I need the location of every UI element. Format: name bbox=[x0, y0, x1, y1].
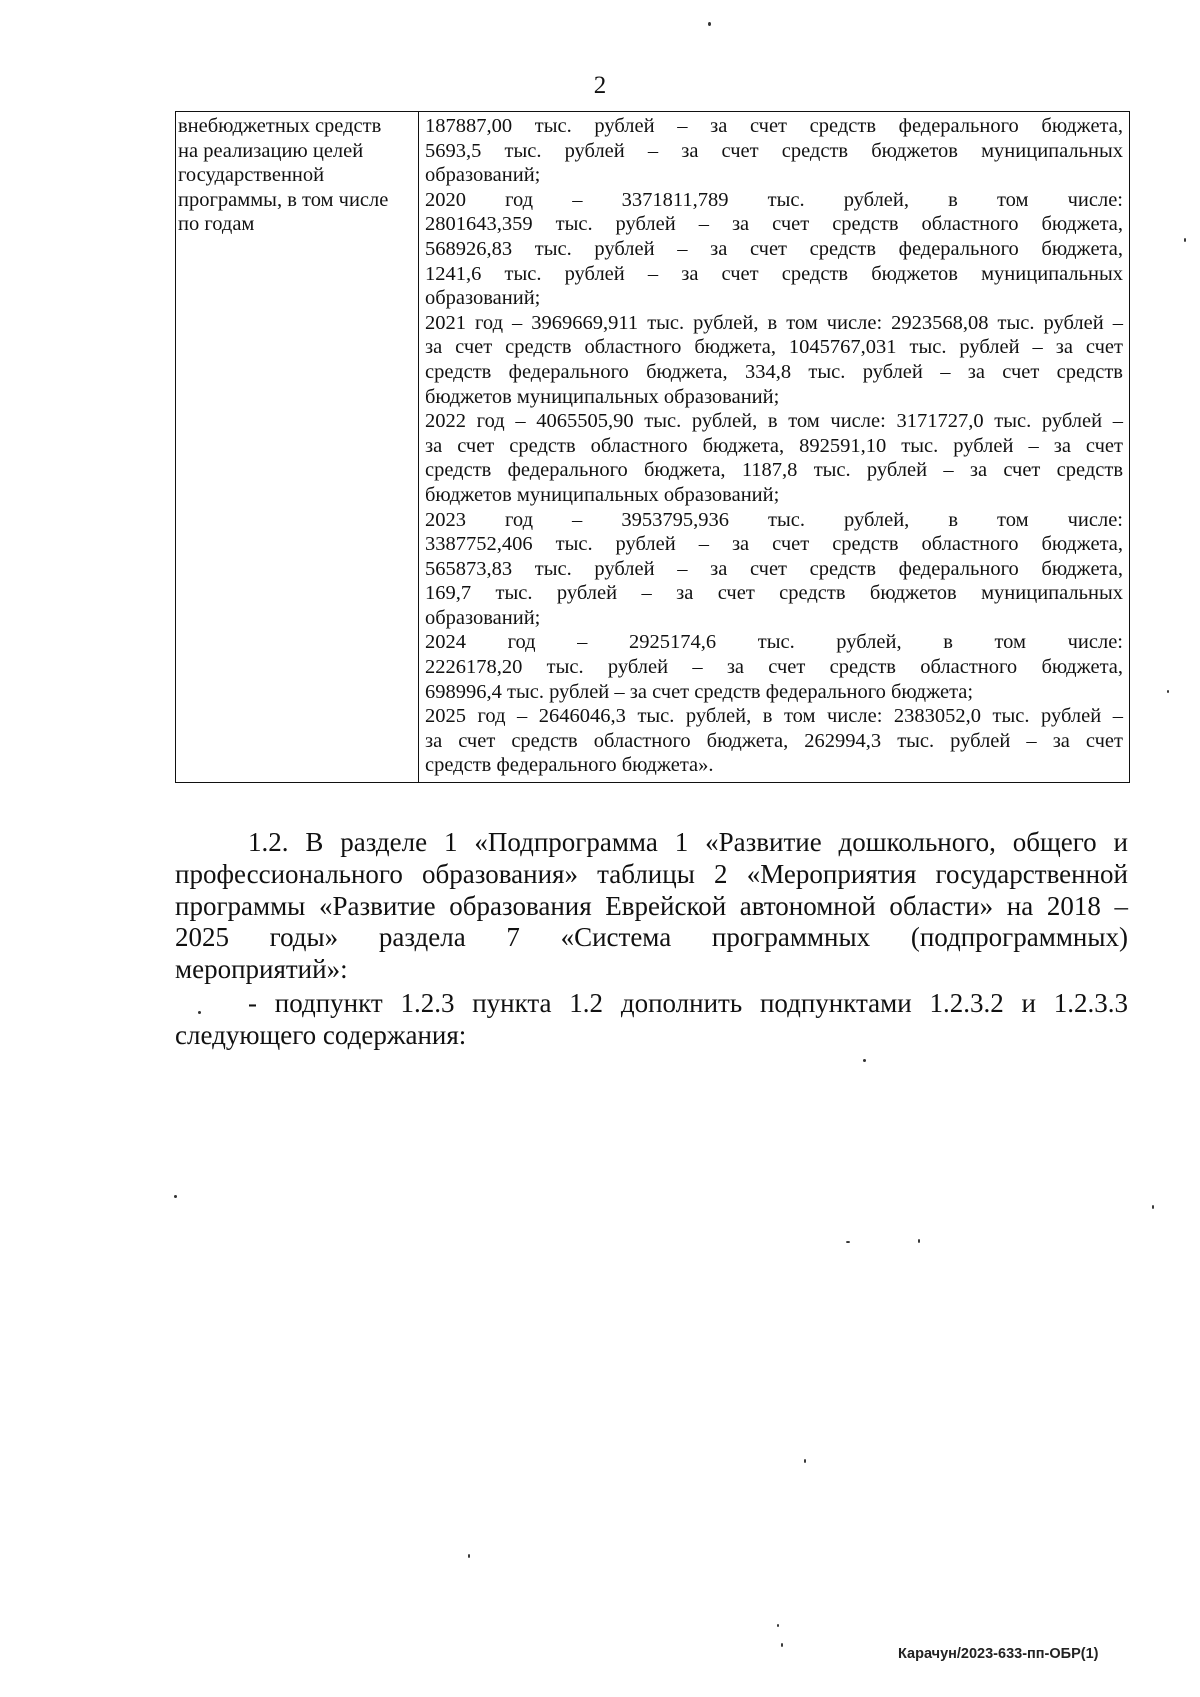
value-line: 2022 год – 4065505,90 тыс. рублей, в том числе: 3171727,0 тыс. рублей – bbox=[425, 410, 1123, 433]
value-line: бюджетов муниципальных образований; bbox=[425, 483, 780, 506]
value-line: 2025 год – 2646046,3 тыс. рублей, в том числе: 2383052,0 тыс. рублей – bbox=[425, 705, 1123, 728]
paragraph-line: мероприятий»: bbox=[175, 954, 348, 985]
value-line: средств федерального бюджета, 334,8 тыс. рублей – за счет средств bbox=[425, 360, 1123, 383]
document-code: Карачун/2023-633-пп-ОБР(1) bbox=[898, 1646, 1099, 1662]
value-line: 2020 год – 3371811,789 тыс. рублей, в том числе: bbox=[425, 188, 1123, 211]
scan-speck bbox=[1184, 238, 1186, 242]
label-line: программы, в том числе bbox=[178, 188, 389, 211]
value-line: 1241,6 тыс. рублей – за счет средств бюджетов муниципальных bbox=[425, 262, 1123, 285]
value-line: образований; bbox=[425, 164, 541, 187]
value-line: 2024 год – 2925174,6 тыс. рублей, в том числе: bbox=[425, 631, 1123, 654]
paragraph-line: программы «Развитие образования Еврейской автономной области» на 2018 – bbox=[175, 890, 1128, 921]
label-line: по годам bbox=[178, 213, 255, 236]
value-line: 5693,5 тыс. рублей – за счет средств бюджетов муниципальных bbox=[425, 139, 1123, 162]
scan-speck bbox=[863, 1059, 866, 1062]
value-line: 2226178,20 тыс. рублей – за счет средств областного бюджета, bbox=[425, 656, 1123, 679]
scan-speck bbox=[1167, 690, 1169, 693]
paragraph-line: следующего содержания: bbox=[175, 1019, 467, 1050]
value-line: образований; bbox=[425, 606, 541, 629]
scan-speck bbox=[708, 22, 711, 26]
label-line: государственной bbox=[178, 164, 325, 187]
value-line: 565873,83 тыс. рублей – за счет средств федерального бюджета, bbox=[425, 557, 1123, 580]
value-line: 568926,83 тыс. рублей – за счет средств федерального бюджета, bbox=[425, 237, 1123, 260]
table-row bbox=[176, 112, 1130, 783]
value-line: за счет средств областного бюджета, 892591,10 тыс. рублей – за счет bbox=[425, 434, 1123, 457]
scan-speck bbox=[918, 1239, 920, 1243]
value-line: 698996,4 тыс. рублей – за счет средств федерального бюджета; bbox=[425, 680, 974, 703]
value-line: средств федерального бюджета, 1187,8 тыс. рублей – за счет средств bbox=[425, 459, 1123, 482]
value-line: образований; bbox=[425, 287, 541, 310]
label-line: на реализацию целей bbox=[178, 139, 364, 162]
scan-speck bbox=[777, 1624, 779, 1627]
scan-speck bbox=[468, 1554, 470, 1558]
paragraph-line: профессионального образования» таблицы 2 «Мероприятия государственной bbox=[175, 858, 1128, 889]
scan-speck bbox=[781, 1643, 783, 1647]
scan-speck bbox=[846, 1241, 850, 1243]
scan-speck bbox=[804, 1459, 806, 1463]
value-line: 2801643,359 тыс. рублей – за счет средств областного бюджета, bbox=[425, 213, 1123, 236]
paragraph-section-1-2 bbox=[175, 827, 1128, 986]
table-cell-values bbox=[419, 112, 1130, 783]
scan-speck bbox=[1152, 1205, 1154, 1209]
label-line: внебюджетных средств bbox=[178, 115, 382, 137]
table-cell-label bbox=[176, 112, 419, 783]
scan-speck bbox=[174, 1195, 177, 1198]
paragraph-line: 2025 годы» раздела 7 «Система программных (подпрограммных) bbox=[175, 922, 1128, 953]
paragraph-line: - подпункт 1.2.3 пункта 1.2 дополнить подпунктами 1.2.3.2 и 1.2.3.3 bbox=[248, 988, 1128, 1018]
value-line: 2021 год – 3969669,911 тыс. рублей, в том числе: 2923568,08 тыс. рублей – bbox=[425, 311, 1123, 334]
value-line: 187887,00 тыс. рублей – за счет средств федерального бюджета, bbox=[425, 115, 1123, 137]
value-line: 169,7 тыс. рублей – за счет средств бюджетов муниципальных bbox=[425, 582, 1123, 605]
paragraph-line: 1.2. В разделе 1 «Подпрограмма 1 «Развитие дошкольного, общего и bbox=[248, 827, 1128, 857]
value-line: за счет средств областного бюджета, 262994,3 тыс. рублей – за счет bbox=[425, 729, 1123, 752]
paragraph-subpoint bbox=[175, 988, 1128, 1052]
value-line: средств федерального бюджета». bbox=[425, 754, 714, 777]
value-line: 3387752,406 тыс. рублей – за счет средств областного бюджета, bbox=[425, 533, 1123, 556]
funding-table bbox=[175, 111, 1130, 783]
value-line: 2023 год – 3953795,936 тыс. рублей, в том числе: bbox=[425, 508, 1123, 531]
value-line: бюджетов муниципальных образований; bbox=[425, 385, 780, 408]
value-line: за счет средств областного бюджета, 1045767,031 тыс. рублей – за счет bbox=[425, 336, 1123, 359]
page-number: 2 bbox=[593, 72, 607, 99]
scan-speck bbox=[198, 1011, 201, 1014]
